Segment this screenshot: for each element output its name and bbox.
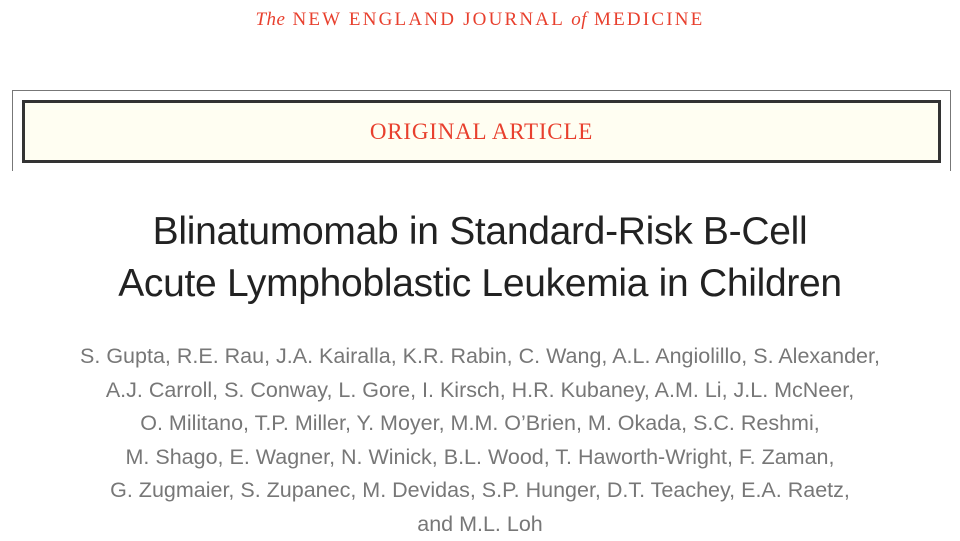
author-line: S. Gupta, R.E. Rau, J.A. Kairalla, K.R. Rabin, C. Wang, A.L. Angiolillo, S. Alexander, xyxy=(0,340,960,374)
title-line: Acute Lymphoblastic Leukemia in Children xyxy=(0,258,960,310)
article-title xyxy=(0,206,960,310)
section-label: ORIGINAL ARTICLE xyxy=(370,119,593,145)
author-list xyxy=(0,340,960,541)
masthead-of: of xyxy=(571,9,587,30)
journal-masthead xyxy=(0,9,960,31)
title-line: Blinatumomab in Standard-Risk B-Cell xyxy=(0,206,960,258)
author-line: O. Militano, T.P. Miller, Y. Moyer, M.M. O’Brien, M. Okada, S.C. Reshmi, xyxy=(0,407,960,441)
masthead-the: The xyxy=(255,9,285,30)
author-line: G. Zugmaier, S. Zupanec, M. Devidas, S.P. Hunger, D.T. Teachey, E.A. Raetz, xyxy=(0,474,960,508)
author-line: A.J. Carroll, S. Conway, L. Gore, I. Kirsch, H.R. Kubaney, A.M. Li, J.L. McNeer, xyxy=(0,374,960,408)
section-banner xyxy=(22,100,941,163)
author-line: M. Shago, E. Wagner, N. Winick, B.L. Wood, T. Haworth-Wright, F. Zaman, xyxy=(0,441,960,475)
masthead-part2: MEDICINE xyxy=(594,9,704,30)
masthead-part1: NEW ENGLAND JOURNAL xyxy=(292,9,564,30)
author-line: and M.L. Loh xyxy=(0,508,960,541)
